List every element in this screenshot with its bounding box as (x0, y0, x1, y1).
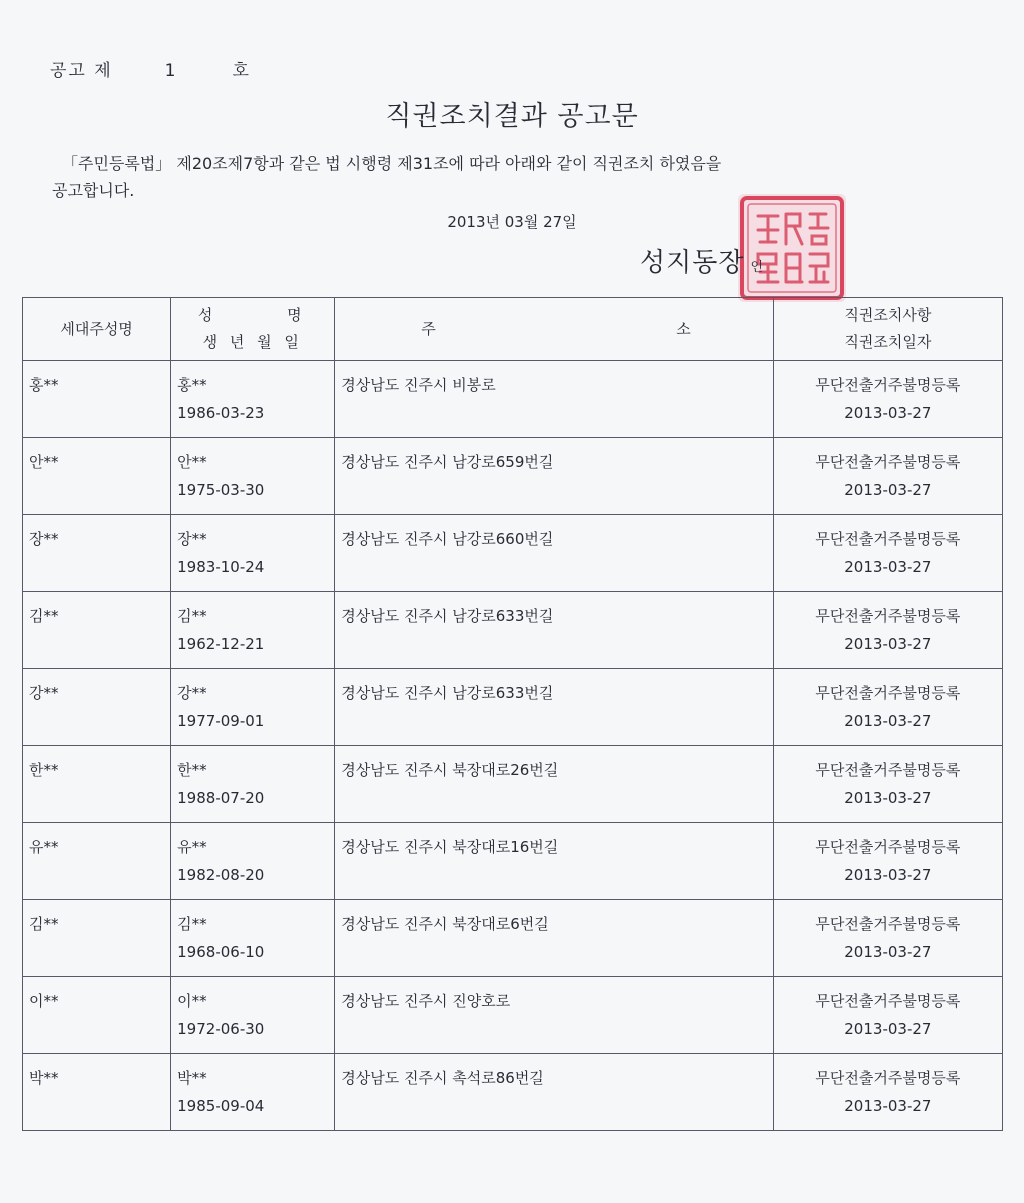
cell-action (773, 823, 1002, 900)
cell-action (773, 1054, 1002, 1131)
birth-date: 1982-08-20 (177, 866, 265, 884)
address: 경상남도 진주시 북장대로16번길 (341, 838, 559, 856)
person-name: 김** (177, 607, 207, 625)
action-date: 2013-03-27 (844, 1020, 932, 1038)
householder-name: 장** (29, 530, 59, 548)
person-name: 박** (177, 1069, 207, 1087)
cell-householder (23, 592, 171, 669)
birth-date: 1977-09-01 (177, 712, 265, 730)
cell-name-birth (171, 515, 335, 592)
header-name-birth (171, 298, 335, 361)
cell-action (773, 438, 1002, 515)
person-name: 안** (177, 453, 207, 471)
birth-date: 1972-06-30 (177, 1020, 265, 1038)
header-action-date-label: 직권조치일자 (844, 333, 932, 351)
cell-address (335, 669, 773, 746)
cell-action (773, 515, 1002, 592)
notice-label-suffix: 호 (232, 61, 251, 81)
cell-householder (23, 515, 171, 592)
action-type: 무단전출거주불명등록 (815, 453, 961, 471)
cell-name-birth (171, 438, 335, 515)
cell-address (335, 823, 773, 900)
address: 경상남도 진주시 북장대로26번길 (341, 761, 559, 779)
notice-body-line2: 공고합니다. (52, 181, 135, 200)
householder-name: 한** (29, 761, 59, 779)
cell-action (773, 592, 1002, 669)
cell-householder (23, 1054, 171, 1131)
table-row (23, 823, 1003, 900)
cell-address (335, 977, 773, 1054)
cell-name-birth (171, 823, 335, 900)
action-date: 2013-03-27 (844, 558, 932, 576)
address: 경상남도 진주시 남강로633번길 (341, 684, 554, 702)
action-date: 2013-03-27 (844, 635, 932, 653)
action-type: 무단전출거주불명등록 (815, 530, 961, 548)
cell-name-birth (171, 746, 335, 823)
birth-date: 1986-03-23 (177, 404, 265, 422)
cell-action (773, 746, 1002, 823)
cell-address (335, 438, 773, 515)
action-date: 2013-03-27 (844, 404, 932, 422)
birth-date: 1985-09-04 (177, 1097, 265, 1115)
header-name-label: 성 명 (197, 306, 308, 324)
table-row (23, 361, 1003, 438)
table-row (23, 1054, 1003, 1131)
address: 경상남도 진주시 비봉로 (341, 376, 496, 394)
householder-name: 강** (29, 684, 59, 702)
header-address-left: 주 (421, 319, 436, 338)
header-address (335, 298, 773, 361)
householder-name: 홍** (29, 376, 59, 394)
header-householder-label: 세대주성명 (60, 319, 133, 338)
page-title: 직권조치결과 공고문 (385, 101, 639, 132)
table-row (23, 669, 1003, 746)
table-row (23, 438, 1003, 515)
householder-name: 박** (29, 1069, 59, 1087)
cell-address (335, 746, 773, 823)
notice-body-line1: 「주민등록법」 제20조제7항과 같은 법 시행령 제31조에 따라 아래와 같이 직권조치 하였음을 (62, 154, 722, 173)
person-name: 유** (177, 838, 207, 856)
cell-householder (23, 438, 171, 515)
action-type: 무단전출거주불명등록 (815, 607, 961, 625)
birth-date: 1988-07-20 (177, 789, 265, 807)
householder-name: 김** (29, 915, 59, 933)
records-table (22, 297, 1003, 1131)
cell-action (773, 669, 1002, 746)
householder-name: 안** (29, 453, 59, 471)
person-name: 홍** (177, 376, 207, 394)
cell-name-birth (171, 977, 335, 1054)
action-date: 2013-03-27 (844, 789, 932, 807)
table-row (23, 746, 1003, 823)
cell-householder (23, 746, 171, 823)
header-birth-label: 생 년 월 일 (202, 333, 303, 351)
cell-householder (23, 361, 171, 438)
action-type: 무단전출거주불명등록 (815, 684, 961, 702)
action-date: 2013-03-27 (844, 943, 932, 961)
table-row (23, 515, 1003, 592)
action-type: 무단전출거주불명등록 (815, 992, 961, 1010)
address: 경상남도 진주시 진양호로 (341, 992, 511, 1010)
notice-date: 2013년 03월 27일 (447, 213, 577, 231)
table-row (23, 900, 1003, 977)
birth-date: 1962-12-21 (177, 635, 265, 653)
cell-address (335, 592, 773, 669)
householder-name: 이** (29, 992, 59, 1010)
householder-name: 유** (29, 838, 59, 856)
address: 경상남도 진주시 남강로660번길 (341, 530, 554, 548)
cell-address (335, 1054, 773, 1131)
action-date: 2013-03-27 (844, 866, 932, 884)
person-name: 장** (177, 530, 207, 548)
action-type: 무단전출거주불명등록 (815, 915, 961, 933)
cell-name-birth (171, 361, 335, 438)
cell-address (335, 900, 773, 977)
address: 경상남도 진주시 남강로633번길 (341, 607, 554, 625)
header-address-right: 소 (676, 319, 691, 338)
cell-householder (23, 823, 171, 900)
action-date: 2013-03-27 (844, 481, 932, 499)
table-header-row (23, 298, 1003, 361)
issuer (640, 242, 764, 279)
cell-action (773, 977, 1002, 1054)
cell-name-birth (171, 1054, 335, 1131)
cell-name-birth (171, 669, 335, 746)
birth-date: 1968-06-10 (177, 943, 265, 961)
action-type: 무단전출거주불명등록 (815, 838, 961, 856)
action-type: 무단전출거주불명등록 (815, 376, 961, 394)
header-action (773, 298, 1002, 361)
birth-date: 1983-10-24 (177, 558, 265, 576)
cell-name-birth (171, 592, 335, 669)
address: 경상남도 진주시 남강로659번길 (341, 453, 554, 471)
notice-label-prefix: 공고 제 (50, 61, 113, 81)
issuer-name: 성지동장 (640, 248, 745, 278)
cell-action (773, 361, 1002, 438)
householder-name: 김** (29, 607, 59, 625)
address: 경상남도 진주시 북장대로6번길 (341, 915, 549, 933)
cell-householder (23, 900, 171, 977)
cell-householder (23, 977, 171, 1054)
person-name: 이** (177, 992, 207, 1010)
cell-name-birth (171, 900, 335, 977)
notice-number (50, 56, 251, 81)
action-type: 무단전출거주불명등록 (815, 1069, 961, 1087)
person-name: 김** (177, 915, 207, 933)
address: 경상남도 진주시 촉석로86번길 (341, 1069, 544, 1087)
header-householder (23, 298, 171, 361)
table-row (23, 592, 1003, 669)
issuer-seal-mark: 인 (750, 260, 765, 275)
person-name: 한** (177, 761, 207, 779)
header-action-label: 직권조치사항 (844, 306, 932, 324)
cell-action (773, 900, 1002, 977)
birth-date: 1975-03-30 (177, 481, 265, 499)
person-name: 강** (177, 684, 207, 702)
action-type: 무단전출거주불명등록 (815, 761, 961, 779)
cell-address (335, 515, 773, 592)
cell-address (335, 361, 773, 438)
notice-number-value: 1 (164, 61, 178, 81)
cell-householder (23, 669, 171, 746)
action-date: 2013-03-27 (844, 1097, 932, 1115)
action-date: 2013-03-27 (844, 712, 932, 730)
table-row (23, 977, 1003, 1054)
